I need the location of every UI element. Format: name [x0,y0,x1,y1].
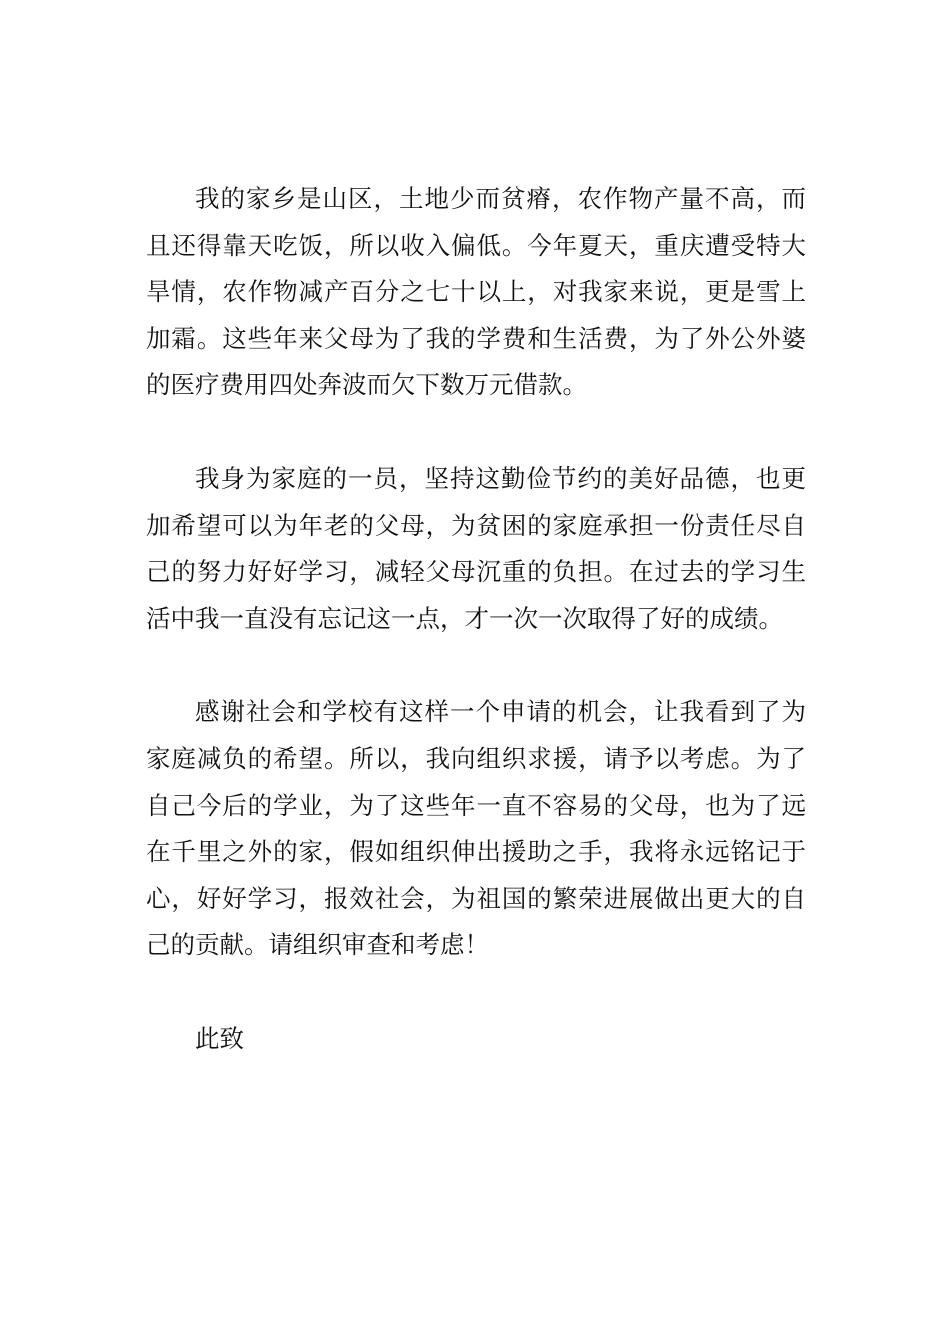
paragraph-request: 感谢社会和学校有这样一个申请的机会，让我看到了为家庭减负的希望。所以，我向组织求援，请予以考虑。为了自己今后的学业，为了这些年一直不容易的父母，也为了远在千里之外的家，假如组织伸出援助之手，我将永远铭记于心，好好学习，报效社会，为祖国的繁荣进展做出更大的自己的贡献。请组织审查和考虑！ [146,697,806,960]
closing-salutation: 此致 [195,1023,244,1053]
letter-body [146,176,806,1063]
paragraph-personal-commitment: 我身为家庭的一员，坚持这勤俭节约的美好品德，也更加希望可以为年老的父母，为贫困的家庭承担一份责任尽自己的努力好好学习，减轻父母沉重的负担。在过去的学习生活中我一直没有忘记这一点，才一次一次取得了好的成绩。 [146,463,806,633]
paragraph-family-situation: 我的家乡是山区，土地少而贫瘠，农作物产量不高，而且还得靠天吃饭，所以收入偏低。今年夏天，重庆遭受特大旱情，农作物减产百分之七十以上，对我家来说，更是雪上加霜。这些年来父母为了我的学费和生活费，为了外公外婆的医疗费用四处奔波而欠下数万元借款。 [146,184,806,400]
